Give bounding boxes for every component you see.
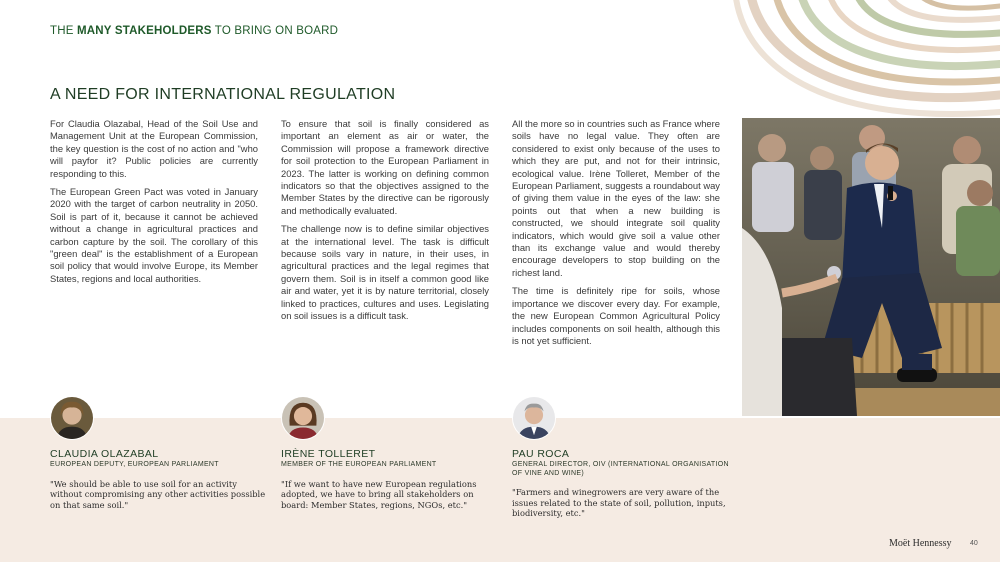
conference-photo bbox=[742, 118, 1000, 416]
person-name: IRÈNE TOLLERET bbox=[281, 448, 376, 460]
person-role: GENERAL DIRECTOR, OIV (INTERNATIONAL ORGANISATION OF VINE AND WINE) bbox=[512, 461, 729, 477]
text-column-2 bbox=[281, 118, 489, 329]
paragraph: The time is definitely ripe for soils, whose importance we discover every day. For example, the new European Common Agricultural Policy includes components on soil health, although this is not yet sufficient. bbox=[512, 285, 720, 346]
person-role: MEMBER OF THE EUROPEAN PARLIAMENT bbox=[281, 461, 437, 468]
header-bold: MANY STAKEHOLDERS bbox=[77, 25, 212, 37]
brand-logo: Moët Hennessy bbox=[889, 538, 952, 549]
decorative-swirl bbox=[730, 0, 1000, 118]
paragraph: The challenge now is to define similar objectives at the international level. The task is difficult because soils vary in nature, in their uses, in agricultural practices and the legal regimes that govern them. Soil is in itself a common good like air and water, yet it is by nature territorial, closely linked to practices, cultures and uses. Legislating on soil issues is a difficult task. bbox=[281, 223, 489, 322]
paragraph: All the more so in countries such as France where soils have no legal value. They often are considered to exist only because of the uses to which they are put, and not for their intrinsic, ecological value. Irène Tolleret, Member of the European Parliament, suggests a roundabout way of giving them value in the eyes of the law: she points out that when a new building is constructed, we should integrate soil quality indicators, which would give soil a value other than its exchange value and would thereby encourage developers to stop building on the richest land. bbox=[512, 118, 720, 278]
text-column-1 bbox=[50, 118, 258, 291]
person-name: PAU ROCA bbox=[512, 448, 570, 460]
avatar bbox=[512, 396, 556, 440]
header-prefix: THE bbox=[50, 25, 77, 37]
stakeholder-claudia-olazabal bbox=[50, 396, 270, 510]
page-header bbox=[50, 25, 338, 37]
person-quote: "If we want to have new European regulations adopted, we have to bring all stakeholders on board: Member States, regions, NGOs, etc." bbox=[281, 478, 477, 510]
section-title: A NEED FOR INTERNATIONAL REGULATION bbox=[50, 86, 396, 103]
text-column-3 bbox=[512, 118, 720, 353]
paragraph: For Claudia Olazabal, Head of the Soil Use and Management Unit at the European Commission, the key question is the cost of no action and "who will payfor it? Public policies are currently responding to this. bbox=[50, 118, 258, 179]
page-number: 40 bbox=[970, 540, 978, 547]
avatar bbox=[281, 396, 325, 440]
stakeholder-irene-tolleret bbox=[281, 396, 501, 510]
person-quote: "We should be able to use soil for an activity without compromising any other activities possible on that same soil." bbox=[50, 478, 266, 510]
person-quote: "Farmers and winegrowers are very aware of the issues related to the state of soil, pollution, inputs, biodiversity, etc." bbox=[512, 487, 726, 519]
person-role: EUROPEAN DEPUTY, EUROPEAN PARLIAMENT bbox=[50, 461, 219, 468]
paragraph: The European Green Pact was voted in January 2020 with the target of carbon neutrality in 2050. Soil is part of it, because it cannot be achieved without a change in agricultural practices and carbon capture by the soil. The corollary of this "green deal" is the establishment of a European soil policy that would involve Europe, its Member States, regions and local authorities. bbox=[50, 186, 258, 284]
header-suffix: TO BRING ON BOARD bbox=[211, 25, 339, 37]
stakeholder-pau-roca bbox=[512, 396, 732, 519]
paragraph: To ensure that soil is finally considered as important an element as air or water, the Commission will propose a framework directive for soil protection to the European Parliament in 2023. The latter is working on defining common indicators so that the objectives assigned to the Member States by the directive can be rigorously and methodically evaluated. bbox=[281, 118, 489, 216]
avatar bbox=[50, 396, 94, 440]
person-name: CLAUDIA OLAZABAL bbox=[50, 448, 159, 460]
